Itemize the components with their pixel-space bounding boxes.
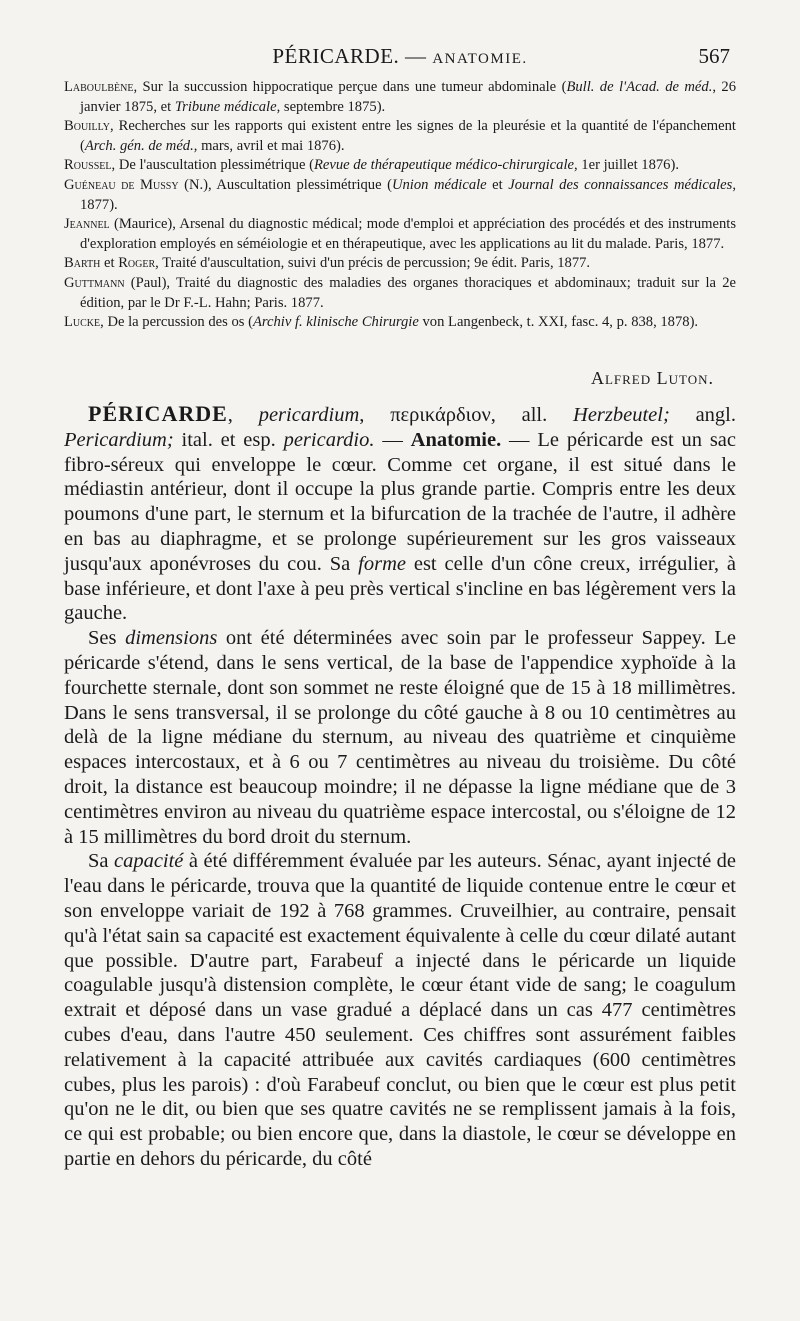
biblio-text: von Langenbeck, t. XXI, fasc. 4, p. 838, 1878). (418, 314, 699, 331)
biblio-author: Roussel (64, 157, 112, 174)
biblio-text: (Maurice), Arsenal du diagnostic médical; mode d'emploi et appréciation des procédés et des instruments d'exploration employés en séméiologie et en thérapeutique, avec les applications au lit du malade. Paris, 1877. (80, 216, 736, 252)
biblio-author: Jeannel (64, 216, 110, 233)
biblio-text: (N.), Auscultation plessimétrique ( (178, 176, 392, 193)
biblio-entry (64, 78, 736, 117)
running-title (0, 44, 800, 69)
text-run: , περικάρδιον, all. (359, 404, 574, 426)
running-title-main: PÉRICARDE. — (272, 44, 433, 68)
biblio-author: Lucke (64, 314, 101, 331)
section-heading: Anatomie. (410, 428, 502, 451)
text-run: est celle d'un cône creux, irrégulier, à base inférieure, et dont l'axe à peu près vertical s'incline en bas légèrement vers la gauche. (64, 552, 736, 625)
running-title-sub: ANATOMIE. (432, 51, 528, 67)
biblio-source: Tribune médicale (174, 98, 277, 115)
biblio-entry (64, 215, 736, 254)
biblio-source: Revue de thérapeutique médico-chirurgicale (313, 157, 574, 174)
emphasis: forme (358, 552, 406, 575)
paragraph (64, 402, 736, 626)
biblio-entry (64, 274, 736, 313)
biblio-source: Arch. gén. de méd. (84, 137, 194, 154)
text-run: à été différemment évaluée par les auteurs. Sénac, ayant injecté de l'eau dans le péricarde, trouva que la quantité de liquide contenue entre le cœur et son enveloppe variait de 192 à 768 grammes. Cruveilhier, au contraire, pensait qu'à l'état sain sa capacité est exactement équivalente à celle du cœur dilaté autant que possible. D'autre part, Farabeuf a injecté dans le péricarde un liquide coagulable jusqu'à distension complète, le cœur étant vide de sang; le coagulum extrait et déposé dans un vase gradué a déplacé dans un cas 477 centimètres cubes d'eau, dans l'autre 450 seulement. Ces chiffres sont assurément faibles relativement à la capacité attribuée aux cavités cardiaques (600 centimètres cubes, plus les parois) : d'où Farabeuf conclut, ou bien que le cœur est plus petit qu'on ne le dit, ou bien que ses quatre cavités ne se remplissent jamais à la fois, ce qui est probable; ou bien encore que, dans la diastole, le cœur se développe en partie en dehors du péricarde, du côté (64, 850, 736, 1170)
text-run: Ses (88, 627, 126, 650)
biblio-entry (64, 156, 736, 176)
biblio-text: (Paul), Traité du diagnostic des maladies des organes thoraciques et abdominaux; traduit sur la 2e édition, par le Dr F.-L. Hahn; Paris. 1877. (80, 274, 736, 311)
headword: PÉRICARDE (88, 401, 228, 426)
biblio-source: Archiv f. klinische Chirurgie (252, 314, 419, 331)
text-run: — (374, 428, 411, 451)
biblio-entry (64, 176, 736, 215)
text-run: Sa (88, 850, 114, 873)
biblio-author: Guttmann (64, 274, 125, 291)
english-term: Pericardium; (64, 428, 174, 451)
text-run: , (227, 404, 259, 426)
german-term: Herzbeutel; (573, 404, 670, 426)
biblio-text: , 26 janvier 1875, et (80, 79, 737, 115)
biblio-text: , De l'auscultation plessimétrique ( (111, 157, 314, 174)
emphasis: dimensions (125, 627, 218, 650)
biblio-author: Barth (64, 255, 101, 272)
biblio-author: Roger (118, 255, 156, 272)
biblio-author: Guéneau de Mussy (64, 176, 179, 193)
page-number: 567 (698, 44, 730, 68)
biblio-entry (64, 117, 736, 156)
biblio-source: Bull. de l'Acad. de méd. (566, 79, 713, 95)
biblio-source: Union médicale (391, 176, 487, 193)
italian-term: pericardio. (283, 428, 375, 451)
biblio-text: , Traité d'auscultation, suivi d'un précis de percussion; 9e édit. Paris, 1877. (155, 255, 591, 272)
text-run: — Le péricarde est un sac fibro-séreux qui enveloppe le cœur. Comme cet organe, il est situé dans le médiastin antérieur, dont il occupe la plus grande partie. Compris entre les deux poumons d'une part, le sternum et la bifurcation de la trachée de l'autre, il adhère en bas au diaphragme, et se prolonge supérieurement sur les gros vaisseaux jusqu'aux aponévroses du cou. Sa (64, 428, 737, 575)
biblio-entry (64, 313, 736, 333)
biblio-entry (64, 254, 736, 274)
biblio-text: , Sur la succussion hippocratique perçue dans une tumeur abdominale ( (133, 79, 567, 95)
running-header (0, 44, 800, 74)
bibliography (64, 78, 736, 333)
biblio-text: et (486, 176, 509, 193)
article-signature: Alfred Luton. (590, 368, 714, 388)
biblio-text: , mars, avril et mai 1876). (193, 137, 345, 154)
text-run: angl. (669, 404, 736, 426)
paragraph (64, 849, 736, 1171)
biblio-text: , septembre 1875). (276, 98, 386, 115)
biblio-text: , 1er juillet 1876). (574, 157, 679, 174)
biblio-author: Laboulbène (64, 79, 134, 95)
paragraph (64, 626, 736, 849)
emphasis: capacité (113, 850, 184, 873)
biblio-text: , 1877). (80, 176, 736, 213)
text-run: ont été déterminées avec soin par le professeur Sappey. Le péricarde s'étend, dans le sens vertical, de la base de l'appendice xyphoïde à la fourchette sternale, dont son sommet ne reste éloigné que de 15 à 18 millimètres. Dans le sens transversal, il se prolonge du côté gauche à 8 ou 10 centimètres au delà de la ligne médiane du sternum, au niveau des quatrième et cinquième espaces intercostaux, et à 6 ou 7 centimètres au niveau du troisième. Du côté droit, la distance est beaucoup moindre; il ne dépasse la ligne médiane que de 3 centimètres environ au niveau du quatrième espace intercostal, ou s'éloigne de 12 à 15 millimètres du bord droit du sternum. (64, 627, 736, 848)
biblio-text: , Recherches sur les rapports qui existent entre les signes de la pleurésie et la quantité de l'épanchement ( (80, 118, 736, 154)
biblio-source: Journal des connaissances médicales (508, 176, 733, 193)
latin-term: pericardium (258, 404, 360, 426)
biblio-text: et (100, 255, 119, 272)
biblio-author: Bouilly (64, 118, 110, 135)
article-body (64, 402, 736, 1172)
biblio-text: , De la percussion des os ( (100, 314, 253, 331)
text-run: ital. et esp. (173, 428, 284, 451)
